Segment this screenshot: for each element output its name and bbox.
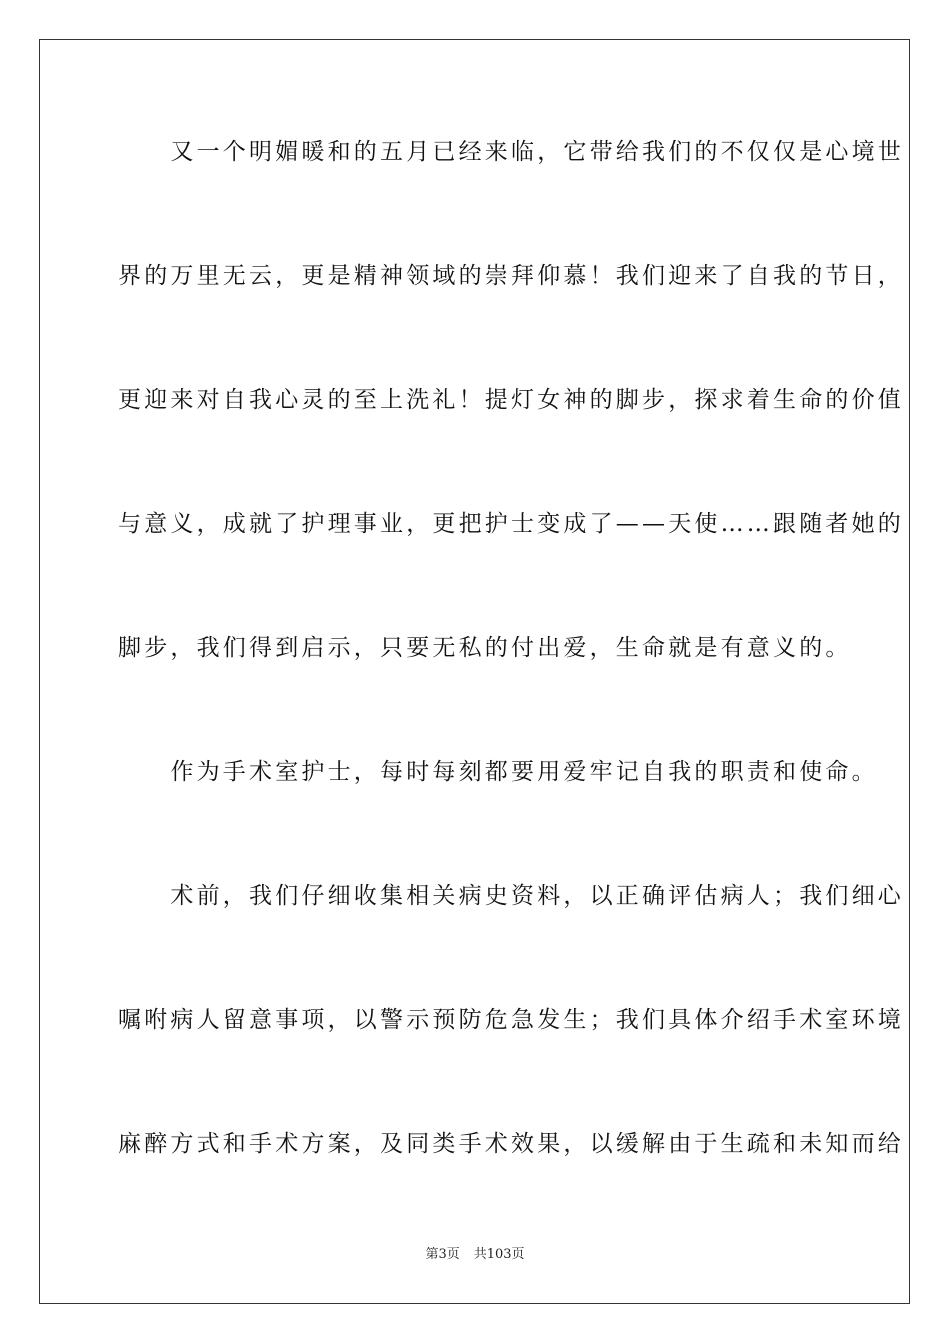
page-footer [0,1246,950,1264]
text-line-5: 脚步，我们得到启示，只要无私的付出爱，生命就是有意义的。 [118,635,852,661]
text-line-9: 麻醉方式和手术方案，及同类手术效果，以缓解由于生疏和未知而给 [118,1131,904,1157]
text-line-6: 作为手术室护士，每时每刻都要用爱牢记自我的职责和使命。 [118,759,878,785]
text-line-1: 又一个明媚暖和的五月已经来临，它带给我们的不仅仅是心境世 [118,139,904,165]
text-line-4: 与意义，成就了护理事业，更把护士变成了——天使……跟随者她的 [118,511,904,537]
text-line-7: 术前，我们仔细收集相关病史资料，以正确评估病人；我们细心 [118,883,904,909]
total-pages: 共103页 [473,1247,525,1262]
text-line-3: 更迎来对自我心灵的至上洗礼！提灯女神的脚步，探求着生命的价值 [118,387,904,413]
text-line-2: 界的万里无云，更是精神领域的崇拜仰慕！我们迎来了自我的节日， [118,263,904,289]
text-line-8: 嘱咐病人留意事项，以警示预防危急发生；我们具体介绍手术室环境 [118,1007,904,1033]
page-frame [39,39,910,1304]
page-number: 第3页 [425,1247,460,1262]
